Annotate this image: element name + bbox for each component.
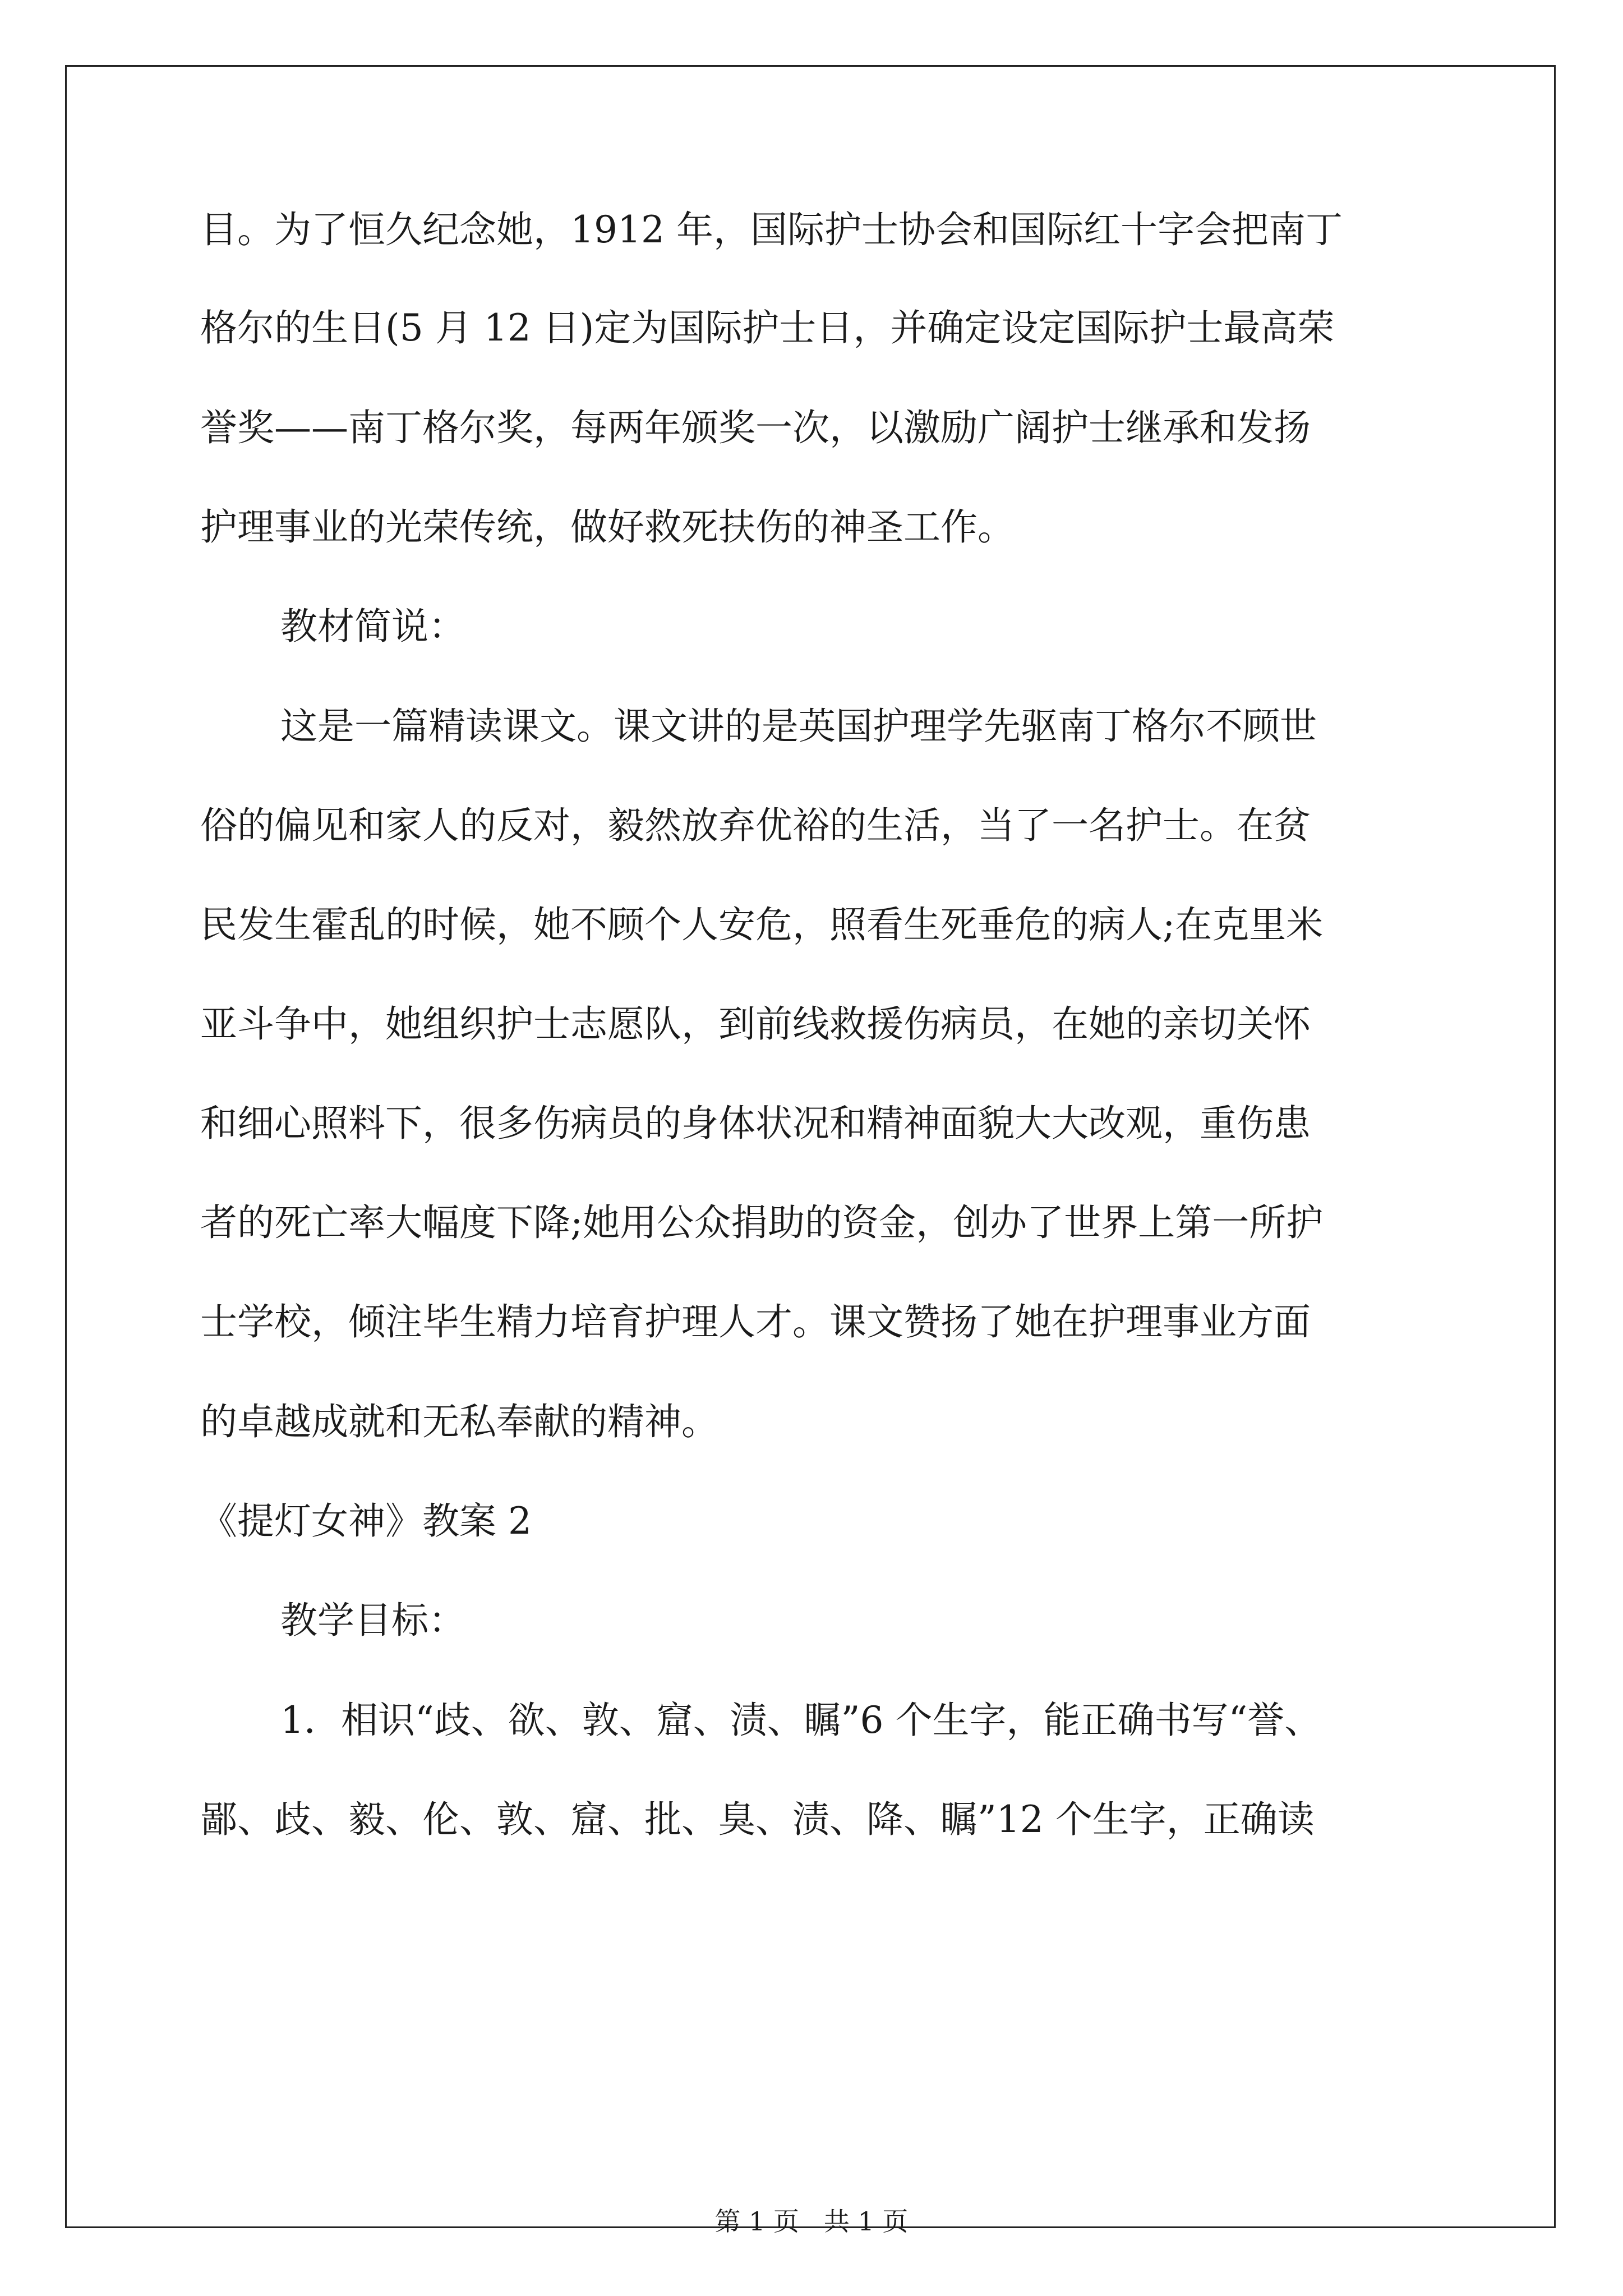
paragraph-line-16: 1．相识“歧、欲、敦、窟、渍、瞩”6 个生字，能正确书写“誉、 <box>280 1699 1322 1742</box>
paragraph-line-4: 护理事业的光荣传统，做好救死扶伤的神圣工作。 <box>200 505 1015 549</box>
paragraph-line-10: 和细心照料下，很多伤病员的身体状况和精神面貌大大改观，重伤患 <box>200 1102 1311 1145</box>
paragraph-line-11: 者的死亡率大幅度下降;她用公众捐助的资金，创办了世界上第一所护 <box>200 1201 1324 1244</box>
paragraph-line-7: 俗的偏见和家人的反对，毅然放弃优裕的生活，当了一名护士。在贫 <box>200 804 1311 847</box>
lesson-title: 《提灯女神》教案 2 <box>200 1499 532 1543</box>
section-heading-jiaocai: 教材简说： <box>280 605 465 648</box>
paragraph-line-9: 亚斗争中，她组织护士志愿队，到前线救援伤病员，在她的亲切关怀 <box>200 1002 1311 1046</box>
section-heading-goals: 教学目标： <box>280 1599 465 1642</box>
paragraph-line-2: 格尔的生日(5 月 12 日)定为国际护士日，并确定设定国际护士最高荣 <box>200 306 1335 349</box>
paragraph-line-12: 士学校，倾注毕生精力培育护理人才。课文赞扬了她在护理事业方面 <box>200 1300 1311 1343</box>
paragraph-line-1: 目。为了恒久纪念她，1912 年，国际护士协会和国际红十字会把南丁 <box>200 208 1343 251</box>
paragraph-line-6: 这是一篇精读课文。课文讲的是英国护理学先驱南丁格尔不顾世 <box>280 705 1317 748</box>
page-footer: 第 1 页 共 1 页 <box>714 2206 909 2237</box>
paragraph-line-8: 民发生霍乱的时候，她不顾个人安危，照看生死垂危的病人;在克里米 <box>200 903 1324 946</box>
paragraph-line-17: 鄙、歧、毅、伦、敦、窟、批、臭、渍、降、瞩”12 个生字，正确读 <box>200 1798 1315 1841</box>
paragraph-line-3: 誉奖——南丁格尔奖，每两年颁奖一次，以激励广阔护士继承和发扬 <box>200 406 1311 449</box>
paragraph-line-13: 的卓越成就和无私奉献的精神。 <box>200 1400 718 1443</box>
